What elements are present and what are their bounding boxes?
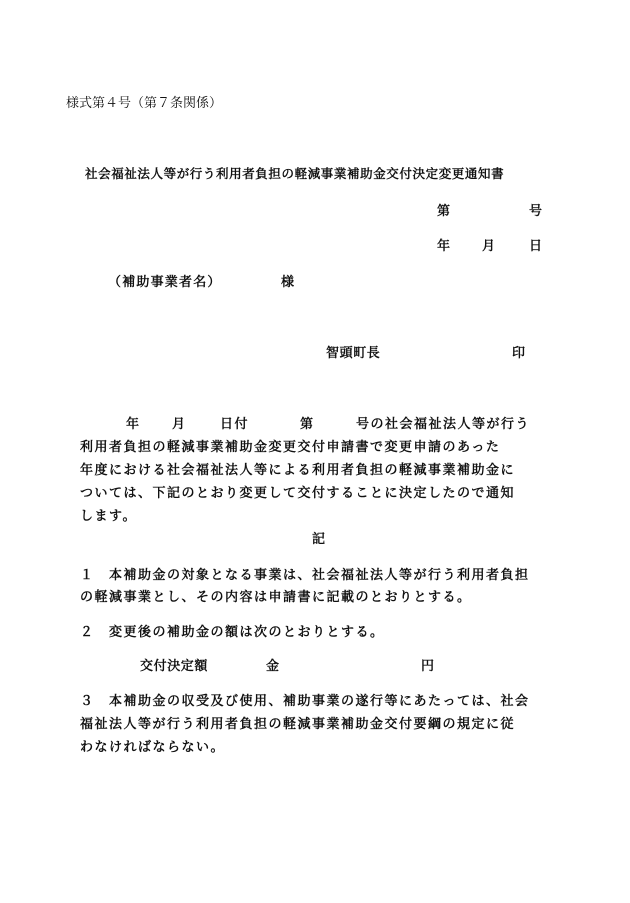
intro-ref-month: 月	[172, 417, 187, 432]
doc-number-prefix: 第	[437, 204, 451, 219]
intro-line-4: ついては、下記のとおり変更して交付することに決定したので通知	[80, 486, 516, 501]
seal-mark: 印	[512, 346, 526, 361]
amount-prefix: 金	[266, 659, 280, 674]
amount-unit: 円	[421, 659, 435, 674]
intro-line-3: 年度における社会福祉法人等による利用者負担の軽減事業補助金に	[80, 463, 516, 478]
intro-ref-day: 日付	[220, 417, 250, 432]
item-3-line-1: ３ 本補助金の収受及び使用、補助事業の遂行等にあたっては、社会	[80, 694, 530, 709]
intro-line-5: します。	[80, 509, 137, 524]
item-1-line-2: の軽減事業とし、その内容は申請書に記載のとおりとする。	[80, 590, 472, 605]
intro-ref-number-suffix: 号の社会福祉法人等が行う	[356, 417, 531, 432]
date-day-label: 日	[529, 239, 543, 254]
date-year-label: 年	[437, 239, 451, 254]
item-3-line-3: わなければならない。	[80, 740, 226, 755]
amount-label: 交付決定額	[140, 659, 209, 674]
item-2: ２ 変更後の補助金の額は次のとおりとする。	[80, 625, 385, 640]
date-month-label: 月	[482, 239, 496, 254]
record-heading: 記	[312, 532, 326, 547]
intro-ref-number-prefix: 第	[300, 417, 315, 432]
issuer-name: 智頭町長	[326, 346, 381, 361]
item-1-line-1: １ 本補助金の対象となる事業は、社会福祉法人等が行う利用者負担	[80, 568, 530, 583]
recipient-honorific: 様	[281, 275, 295, 290]
form-number: 様式第４号（第７条関係）	[66, 96, 223, 111]
intro-ref-year: 年	[126, 417, 141, 432]
doc-number-suffix: 号	[529, 204, 543, 219]
intro-line-2: 利用者負担の軽減事業補助金変更交付申請書で変更申請のあった	[80, 440, 501, 455]
item-3-line-2: 福祉法人等が行う利用者負担の軽減事業補助金交付要綱の規定に従	[80, 717, 516, 732]
recipient-name: （補助事業者名）	[108, 275, 222, 290]
document-title: 社会福祉法人等が行う利用者負担の軽減事業補助金交付決定変更通知書	[85, 166, 505, 181]
